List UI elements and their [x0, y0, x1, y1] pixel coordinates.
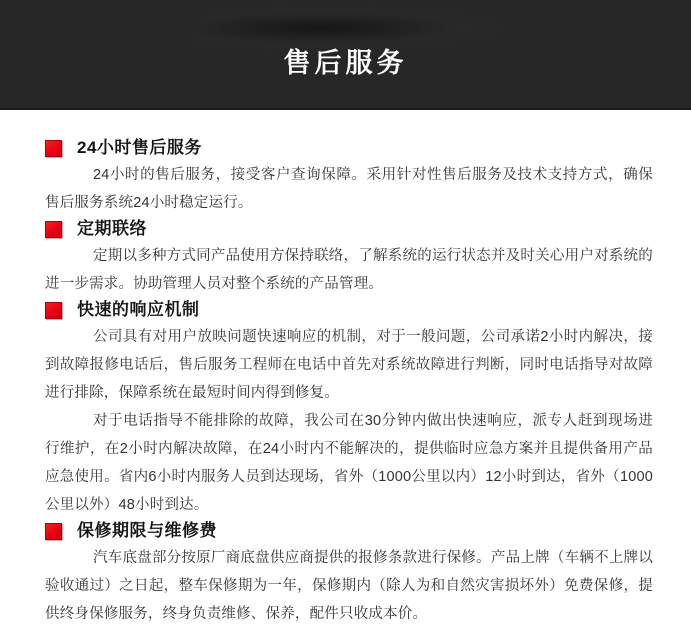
red-square-bullet-icon: [45, 302, 62, 319]
red-square-bullet-icon: [45, 221, 62, 238]
section-heading: 快速的响应机制: [77, 300, 200, 319]
banner: [0, 0, 691, 110]
section-paragraph: 公司具有对用户放映问题快速响应的机制，对于一般问题，公司承诺2小时内解决，接到故障报修电话后，售后服务工程师在电话中首先对系统故障进行判断，同时电话指导对故障进行排除，保障系统在最短时间内得到修复。: [45, 329, 653, 401]
section-quick-response: [45, 300, 653, 519]
page-title: 售后服务: [283, 48, 408, 78]
red-square-bullet-icon: [45, 140, 62, 157]
section-paragraph: 汽车底盘部分按原厂商底盘供应商提供的报修条款进行保修。产品上牌（车辆不上牌以验收通过）之日起，整车保修期为一年，保修期内（除人为和自然灾害损坏外）免费保修，提供终身保修服务，终身负责维修、保养，配件只收成本价。: [45, 550, 653, 622]
section-24h-service: [45, 138, 653, 217]
section-heading: 24小时售后服务: [77, 138, 202, 157]
section-paragraph: 定期以多种方式同产品使用方保持联络，了解系统的运行状态并及时关心用户对系统的进一步需求。协助管理人员对整个系统的产品管理。: [45, 248, 653, 292]
section-paragraph: 对于电话指导不能排除的故障，我公司在30分钟内做出快速响应，派专人赶到现场进行维护，在2小时内解决故障，在24小时内不能解决的，提供临时应急方案并且提供备用产品应急使用。省内6小时内服务人员到达现场，省外（1000公里以内）12小时到达，省外（1000公里以外）48小时到达。: [45, 413, 653, 513]
section-heading-row: [45, 219, 653, 239]
section-heading-row: [45, 300, 653, 320]
section-heading: 定期联络: [77, 219, 147, 238]
section-heading-row: [45, 521, 653, 541]
section-warranty-and-fees: [45, 521, 653, 628]
content: [0, 110, 691, 628]
section-heading-row: [45, 138, 653, 158]
banner-watermark: [194, 8, 507, 48]
red-square-bullet-icon: [45, 523, 62, 540]
section-heading: 保修期限与维修费: [77, 521, 217, 540]
section-regular-contact: [45, 219, 653, 298]
section-paragraph: 24小时的售后服务，接受客户查询保障。采用针对性售后服务及技术支持方式，确保售后服务系统24小时稳定运行。: [45, 167, 653, 211]
